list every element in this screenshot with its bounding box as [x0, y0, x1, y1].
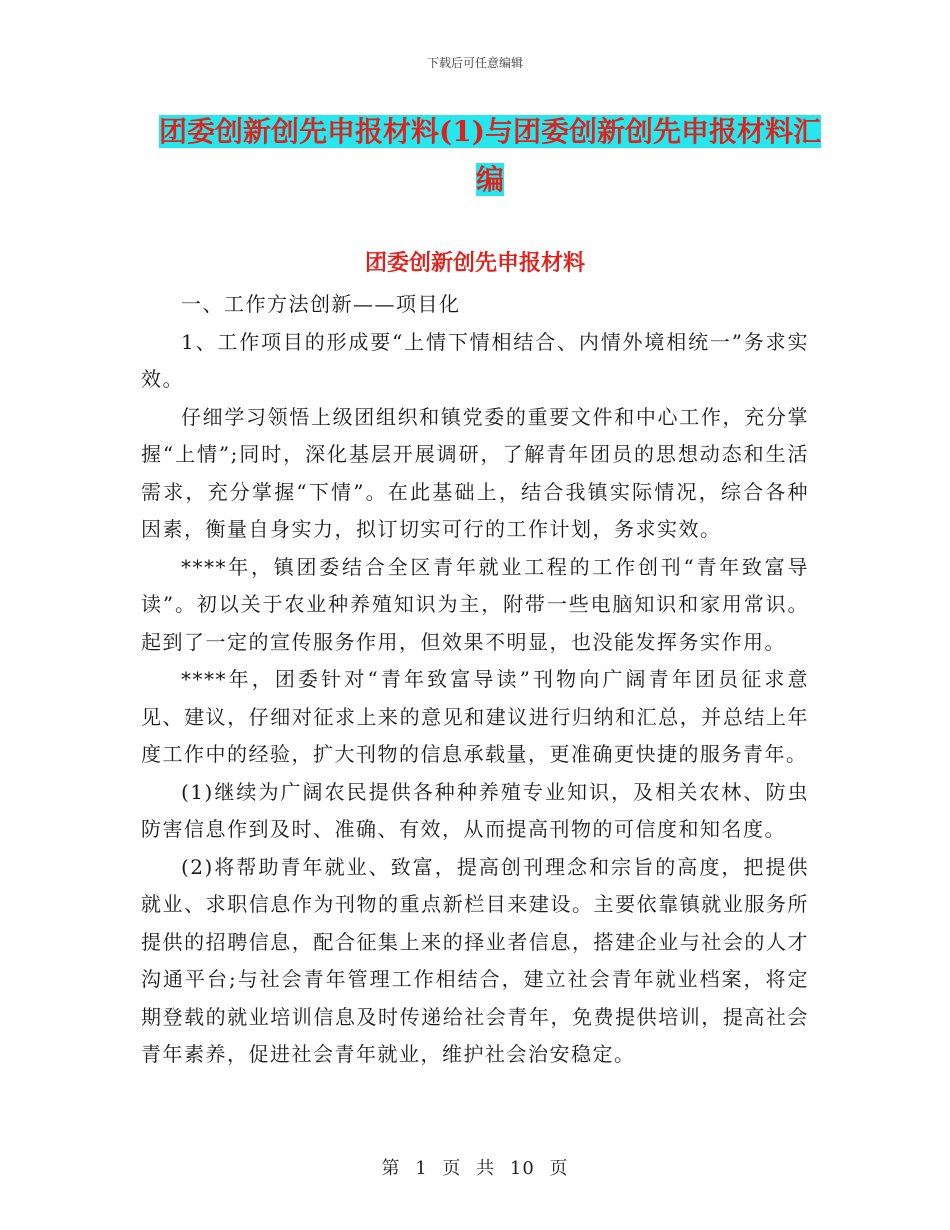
paragraph: 一、工作方法创新——项目化 — [181, 292, 461, 316]
document-title-line1: 团委创新创先申报材料(1)与团委创新创先申报材料汇 — [159, 115, 821, 148]
paragraph: (2)将帮助青年就业、致富，提高创刊理念和宗旨的高度，把提供就业、求职信息作为刊物的重点新栏目来建设。主要依靠镇就业服务所提供的招聘信息，配合征集上来的择业者信息，搭建企业与社会的人才沟通平台;与社会青年管理工作相结合，建立社会青年就业档案，将定期登载的就业培训信息及时传递给社会青年，免费提供培训，提高社会青年素养，促进社会青年就业，维护社会治安稳定。 — [141, 854, 809, 1066]
footer-total-label: 共 — [476, 1158, 496, 1179]
header-note: 下载后可任意编辑 — [426, 56, 523, 70]
document-title-line2: 编 — [475, 163, 504, 196]
page-number: 1 — [415, 1158, 428, 1179]
paragraph: (1)继续为广阔农民提供各种种养殖专业知识，及相关农林、防虫防害信息作到及时、准确、有效，从而提高刊物的可信度和知名度。 — [141, 779, 809, 841]
page-total: 10 — [509, 1158, 535, 1179]
footer-page-label: 页 — [442, 1158, 462, 1179]
document-title — [140, 108, 840, 204]
paragraph: ****年，团委针对“青年致富导读”刊物向广阔青年团员征求意见、建议，仔细对征求上来的意见和建议进行归纳和汇总，并总结上年度工作中的经验，扩大刊物的信息承载量，更准确更快捷的服务青年。 — [141, 667, 809, 766]
footer-prefix: 第 — [381, 1158, 401, 1179]
section-title: 团委创新创先申报材料 — [364, 250, 585, 276]
footer-suffix: 页 — [549, 1158, 569, 1179]
paragraph: 仔细学习领悟上级团组织和镇党委的重要文件和中心工作，充分掌握“上情”;同时，深化基层开展调研，了解青年团员的思想动态和生活需求，充分掌握“下情”。在此基础上，结合我镇实际情况，综合各种因素，衡量自身实力，拟订切实可行的工作计划，务求实效。 — [141, 404, 809, 541]
paragraph: 1、工作项目的形成要“上情下情相结合、内情外境相统一”务求实效。 — [141, 329, 809, 391]
document-body — [141, 286, 809, 1074]
paragraph: ****年，镇团委结合全区青年就业工程的工作创刊“青年致富导读”。初以关于农业种养殖知识为主，附带一些电脑知识和家用常识。起到了一定的宣传服务作用，但效果不明显，也没能发挥务实作用。 — [141, 554, 809, 654]
page-footer — [0, 1154, 950, 1180]
